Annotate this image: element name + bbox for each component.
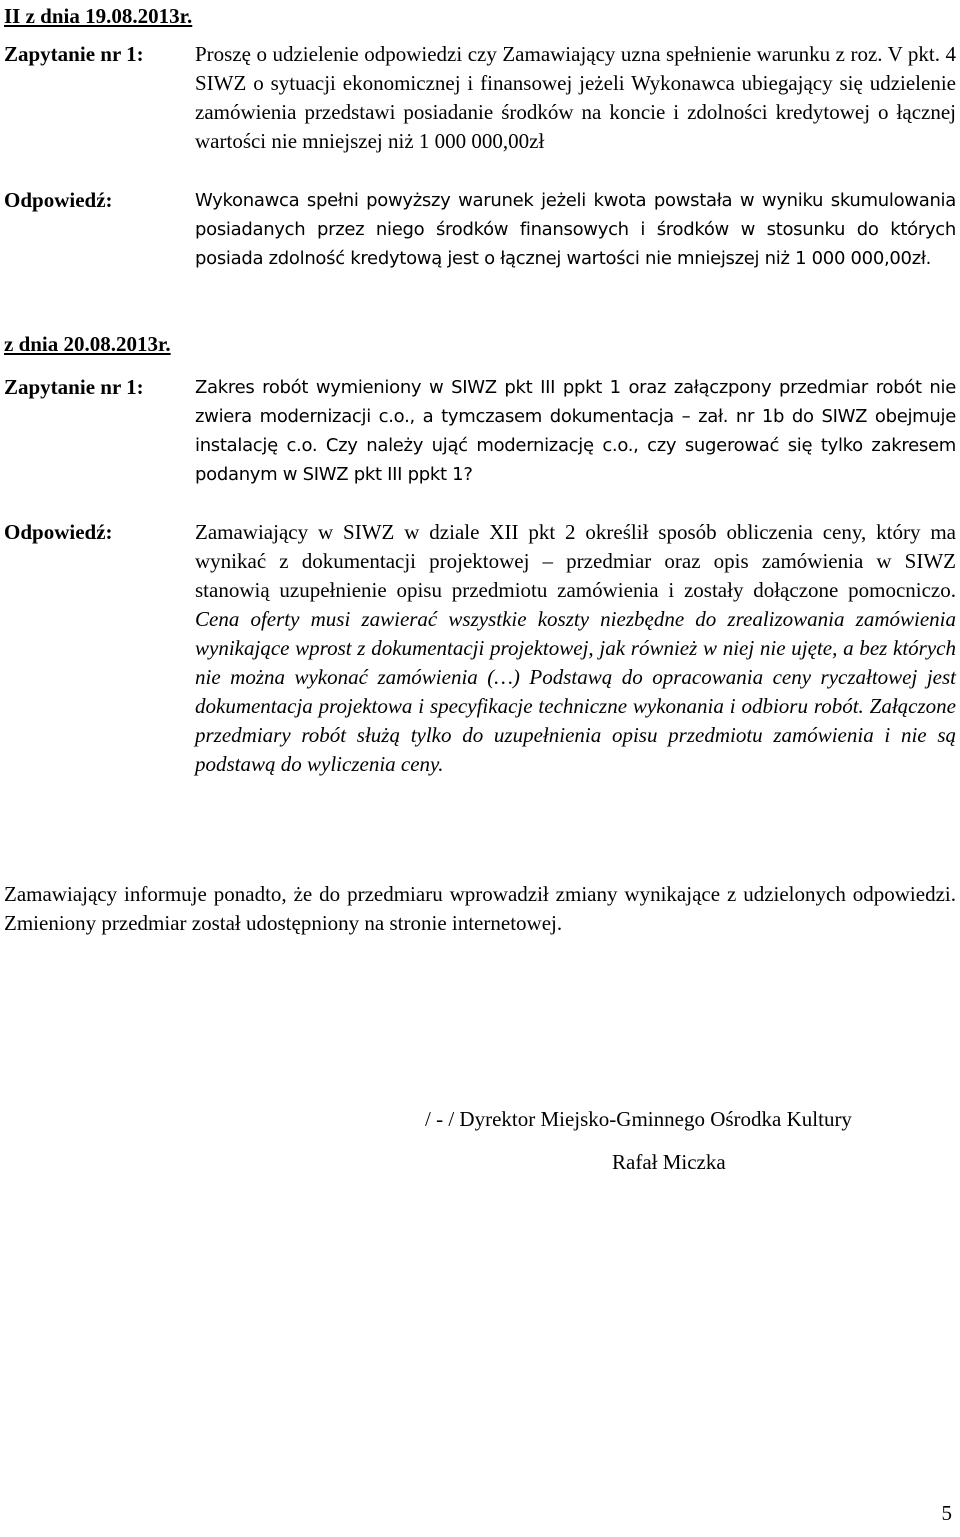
section1-heading: II z dnia 19.08.2013r.	[4, 4, 193, 28]
signature-name: Rafał Miczka	[612, 1150, 726, 1174]
section1-answer-label: Odpowiedź:	[4, 188, 113, 212]
section1-question-label: Zapytanie nr 1:	[4, 42, 144, 66]
section2-answer-plain: Zamawiający w SIWZ w dziale XII pkt 2 określił sposób obliczenia ceny, który ma wynikać z dokumentacji projektowej – przedmiar oraz opis zamówienia w SIWZ stanowią uzupełnienie opisu przedmiotu zamówienia i zostały dołączone pomocniczo.	[195, 520, 956, 602]
section2-answer-label: Odpowiedź:	[4, 520, 113, 544]
section1-question-text: Proszę o udzielenie odpowiedzi czy Zamawiający uzna spełnienie warunku z roz. V pkt. 4 SIWZ o sytuacji ekonomicznej i finansowej jeżeli Wykonawca ubiegający się udzielenie zamówienia przedstawi posiadanie środków na koncie i zdolności kredytowej o łącznej wartości nie mniejszej niż 1 000 000,00zł	[195, 42, 956, 153]
section2-heading: z dnia 20.08.2013r.	[4, 332, 171, 356]
section2-answer-italic: Cena oferty musi zawierać wszystkie koszty niezbędne do zrealizowania zamówienia wynikające wprost z dokumentacji projektowej, jak również w niej nie ujęte, a bez których nie można wykonać zamówienia (…) Podstawą do opracowania ceny ryczałtowej jest dokumentacja projektowa i specyfikacje techniczne wykonania i odbioru robót. Załączone przedmiary robót służą tylko do uzupełnienia opisu przedmiotu zamówienia i nie są podstawą do wyliczenia ceny.	[195, 607, 956, 776]
section2-question-text: Zakres robót wymieniony w SIWZ pkt III ppkt 1 oraz załączpony przedmiar robót nie zwiera modernizacji c.o., a tymczasem dokumentacja – zał. nr 1b do SIWZ obejmuje instalację c.o. Czy należy ująć modernizację c.o., czy sugerować się tylko zakresem podanym w SIWZ pkt III ppkt 1?	[195, 377, 956, 485]
page-number: 5	[941, 1501, 952, 1525]
signature-title: / - / Dyrektor Miejsko-Gminnego Ośrodka Kultury	[425, 1107, 852, 1131]
section2-question-label: Zapytanie nr 1:	[4, 375, 144, 399]
closing-paragraph: Zamawiający informuje ponadto, że do przedmiaru wprowadził zmiany wynikające z udzielonych odpowiedzi. Zmieniony przedmiar został udostępniony na stronie internetowej.	[4, 882, 956, 935]
section1-answer-text: Wykonawca spełni powyższy warunek jeżeli kwota powstała w wyniku skumulowania posiadanych przez niego środków finansowych i środków w stosunku do których posiada zdolność kredytową jest o łącznej wartości nie mniejszej niż 1 000 000,00zł.	[195, 190, 956, 269]
section2-answer-text	[195, 518, 956, 779]
